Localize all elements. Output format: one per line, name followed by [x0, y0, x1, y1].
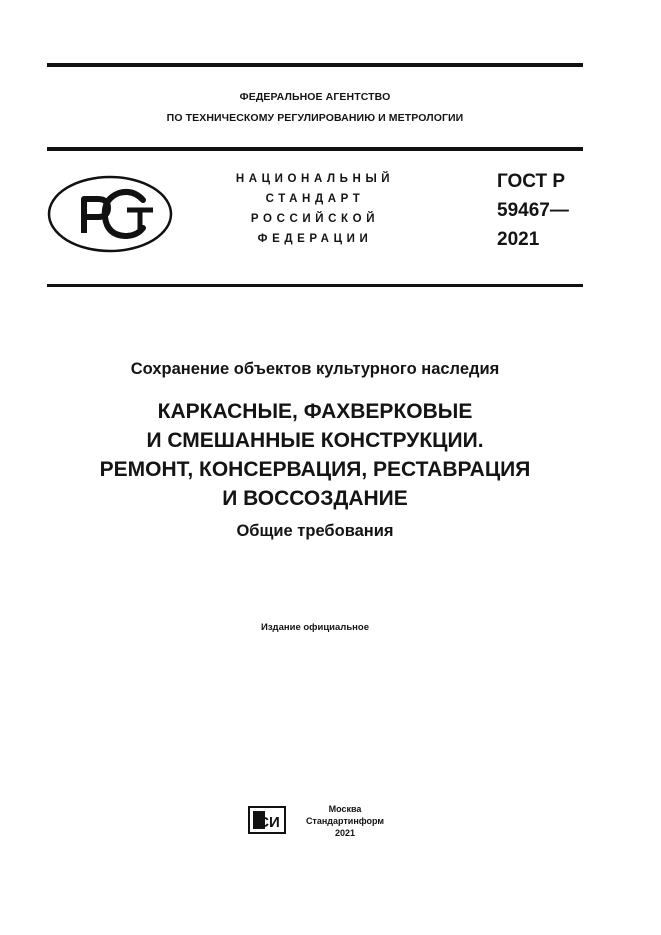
svg-text:СИ: СИ: [258, 814, 280, 831]
national-label-2: СТАНДАРТ: [265, 193, 365, 205]
edition-note: Издание официальное: [261, 622, 369, 633]
block-rule: [47, 284, 583, 287]
standard-number-2: 59467—: [497, 200, 569, 221]
title-line-1: КАРКАСНЫЕ, ФАХВЕРКОВЫЕ: [157, 400, 473, 423]
standartinform-logo-icon: [248, 806, 286, 834]
title-line-2: И СМЕШАННЫЕ КОНСТРУКЦИИ.: [146, 429, 484, 452]
top-rule: [47, 63, 583, 67]
standard-number-3: 2021: [497, 229, 540, 250]
national-label-1: НАЦИОНАЛЬНЫЙ: [235, 173, 395, 185]
header-rule: [47, 147, 583, 151]
document-subject: Сохранение объектов культурного наследия: [130, 360, 500, 378]
national-label-3: РОССИЙСКОЙ: [250, 213, 380, 225]
title-line-3: РЕМОНТ, КОНСЕРВАЦИЯ, РЕСТАВРАЦИЯ: [99, 458, 531, 481]
publisher-year: 2021: [334, 828, 356, 838]
standard-number-1: ГОСТ Р: [497, 171, 566, 192]
title-line-4: И ВОССОЗДАНИЕ: [222, 487, 408, 510]
gost-r-logo-icon: [47, 175, 173, 253]
agency-line-2: ПО ТЕХНИЧЕСКОМУ РЕГУЛИРОВАНИЮ И МЕТРОЛОГИИ: [166, 112, 464, 124]
agency-line-1: ФЕДЕРАЛЬНОЕ АГЕНТСТВО: [239, 91, 391, 103]
document-subtitle: Общие требования: [236, 522, 394, 540]
publisher-name: Стандартинформ: [305, 816, 385, 826]
publisher-city: Москва: [328, 804, 362, 814]
national-label-4: ФЕДЕРАЦИИ: [257, 233, 373, 245]
